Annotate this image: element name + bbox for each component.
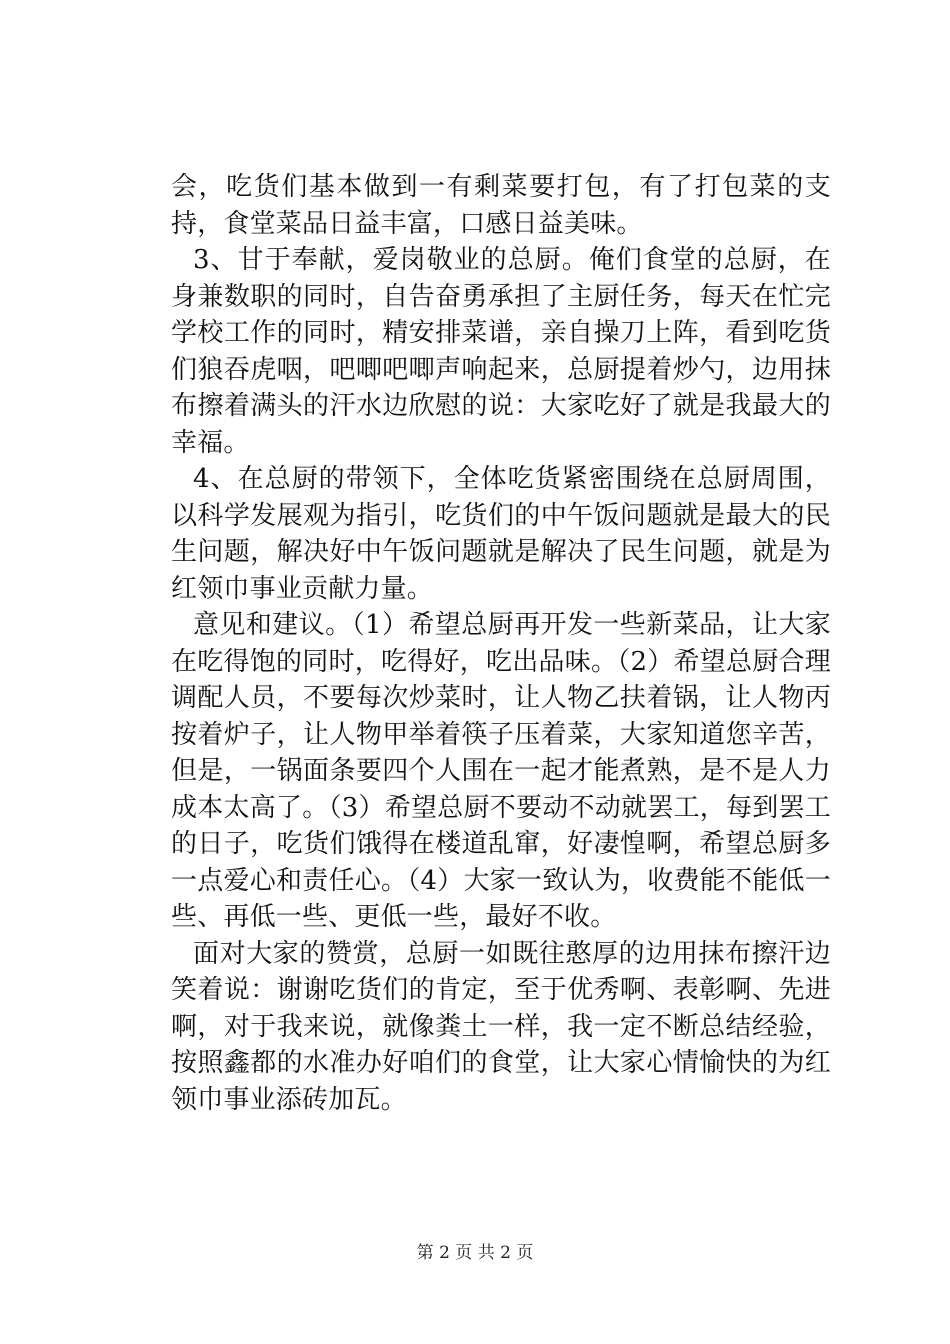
paragraph-continuation: 会，吃货们基本做到一有剩菜要打包，有了打包菜的支持，食堂菜品日益丰富，口感日益美味。 [171,172,831,239]
paragraph-item-4: 4、在总厨的带领下，全体吃货紧密围绕在总厨周围，以科学发展观为指引，吃货们的中午饭问题就是最大的民生问题，解决好中午饭问题就是解决了民生问题，就是为红领巾事业贡献力量。 [171,464,831,604]
page-footer: 第 2 页 共 2 页 [416,1243,534,1263]
document-body [171,169,831,1118]
paragraph-closing: 面对大家的赞赏，总厨一如既往憨厚的边用抹布擦汗边笑着说：谢谢吃货们的肯定，至于优秀啊、表彰啊、先进啊，对于我来说，就像粪土一样，我一定不断总结经验，按照鑫都的水准办好咱们的食堂，让大家心情愉快的为红领巾事业添砖加瓦。 [171,938,831,1115]
paragraph-item-3: 3、甘于奉献，爱岗敬业的总厨。俺们食堂的总厨，在身兼数职的同时，自告奋勇承担了主厨任务，每天在忙完学校工作的同时，精安排菜谱，亲自操刀上阵，看到吃货们狼吞虎咽，吧唧吧唧声响起来，总厨提着炒勺，边用抹布擦着满头的汗水边欣慰的说：大家吃好了就是我最大的幸福。 [171,245,831,458]
paragraph-suggestions: 意见和建议。（1）希望总厨再开发一些新菜品，让大家在吃得饱的同时，吃得好，吃出品味。（2）希望总厨合理调配人员，不要每次炒菜时，让人物乙扶着锅，让人物丙按着炉子，让人物甲举着筷子压着菜，大家知道您辛苦，但是，一锅面条要四个人围在一起才能煮熟，是不是人力成本太高了。（3）希望总厨不要动不动就罢工，每到罢工的日子，吃货们饿得在楼道乱窜，好凄惶啊，希望总厨多一点爱心和责任心。（4）大家一致认为，收费能不能低一些、再低一些、更低一些，最好不收。 [171,610,831,932]
